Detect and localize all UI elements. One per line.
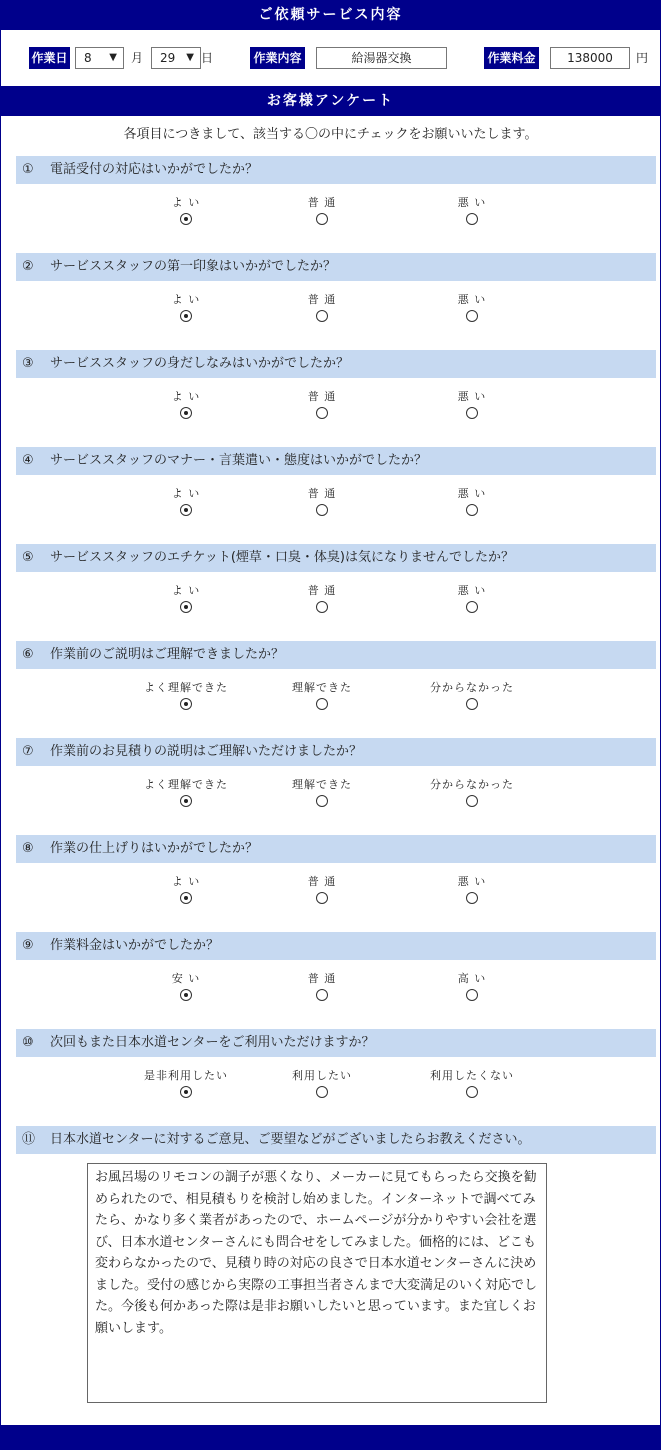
question-bar xyxy=(16,350,656,378)
question-number: ⑪ xyxy=(22,1132,36,1147)
option-label: 理解できた xyxy=(292,681,352,694)
question-bar xyxy=(16,156,656,184)
answer-option xyxy=(262,1069,382,1098)
answer-option xyxy=(126,196,246,225)
option-label: 悪 い xyxy=(457,390,487,403)
radio-button[interactable] xyxy=(316,1086,328,1098)
month-select[interactable] xyxy=(75,47,124,69)
question-number: ⑩ xyxy=(22,1035,34,1050)
question-text: サービススタッフのマナー・言葉遣い・態度はいかがでしたか？ xyxy=(50,453,428,468)
month-unit: 月 xyxy=(131,51,144,65)
radio-button[interactable] xyxy=(316,795,328,807)
radio-button[interactable] xyxy=(466,989,478,1001)
option-label: 悪 い xyxy=(457,875,487,888)
comment-textarea[interactable]: お風呂場のリモコンの調子が悪くなり、メーカーに見てもらったら交換を勧められたので、相見積もりを検討し始めました。インターネットで調べてみたら、かなり多く業者があったので、ホームページが分かりやすい会社を選び、日本水道センターさんにも問合せをしてみました。価格的には、どこも変わらなかったので、見積り時の対応の良さで日本水道センターさんに決めました。受付の感じから実際の工事担当者さんまで大変満足のいく対応でした。今後も何かあった際は是非お願いしたいと思っています。また宜しくお願いします。 xyxy=(87,1163,547,1403)
answer-option xyxy=(262,972,382,1001)
answer-option xyxy=(262,778,382,807)
option-label: 利用したくない xyxy=(430,1069,514,1082)
question-number: ① xyxy=(22,162,34,177)
option-label: よく理解できた xyxy=(144,681,228,694)
question-text: 次回もまた日本水道センターをご利用いただけますか？ xyxy=(50,1035,375,1050)
answer-option xyxy=(412,1069,532,1098)
answer-option xyxy=(262,681,382,710)
radio-button[interactable] xyxy=(316,698,328,710)
radio-button[interactable] xyxy=(180,989,192,1001)
question-text: 作業料金はいかがでしたか？ xyxy=(50,938,220,953)
answer-option xyxy=(412,875,532,904)
radio-button[interactable] xyxy=(180,213,192,225)
option-label: 分からなかった xyxy=(430,778,514,791)
survey-title: お客様アンケート xyxy=(0,86,661,116)
question-text: サービススタッフの身だしなみはいかがでしたか？ xyxy=(50,356,350,371)
answer-option xyxy=(126,972,246,1001)
question-text: サービススタッフの第一印象はいかがでしたか？ xyxy=(50,259,337,274)
option-label: 普 通 xyxy=(307,196,337,209)
radio-button[interactable] xyxy=(466,407,478,419)
radio-button[interactable] xyxy=(180,504,192,516)
question-text: 作業の仕上げりはいかがでしたか？ xyxy=(50,841,259,856)
radio-button[interactable] xyxy=(180,892,192,904)
option-label: 普 通 xyxy=(307,390,337,403)
option-label: よく理解できた xyxy=(144,778,228,791)
answer-option xyxy=(412,972,532,1001)
answer-option xyxy=(262,584,382,613)
option-label: 理解できた xyxy=(292,778,352,791)
option-label: 分からなかった xyxy=(430,681,514,694)
radio-button[interactable] xyxy=(180,310,192,322)
radio-button[interactable] xyxy=(466,310,478,322)
option-label: 利用したい xyxy=(292,1069,352,1082)
radio-button[interactable] xyxy=(180,698,192,710)
answer-option xyxy=(126,681,246,710)
answer-option xyxy=(126,390,246,419)
question-text: サービススタッフのエチケット(煙草・口臭・体臭)は気になりませんでしたか？ xyxy=(50,550,514,565)
radio-button[interactable] xyxy=(316,601,328,613)
month-value: 8 xyxy=(84,51,92,65)
radio-button[interactable] xyxy=(466,504,478,516)
radio-button[interactable] xyxy=(316,213,328,225)
question-number: ⑤ xyxy=(22,550,34,565)
option-label: 悪 い xyxy=(457,293,487,306)
option-label: 普 通 xyxy=(307,875,337,888)
option-label: よ い xyxy=(171,293,201,306)
answer-option xyxy=(412,293,532,322)
question-bar xyxy=(16,1029,656,1057)
chevron-down-icon: ▼ xyxy=(109,52,117,63)
fee-unit: 円 xyxy=(636,51,649,65)
answer-option xyxy=(262,196,382,225)
question-number: ⑥ xyxy=(22,647,34,662)
option-label: 普 通 xyxy=(307,584,337,597)
question-number: ② xyxy=(22,259,34,274)
question-bar xyxy=(16,544,656,572)
option-label: 安 い xyxy=(171,972,201,985)
radio-button[interactable] xyxy=(180,601,192,613)
answer-option xyxy=(126,293,246,322)
radio-button[interactable] xyxy=(316,989,328,1001)
option-label: 是非利用したい xyxy=(144,1069,228,1082)
question-text: 電話受付の対応はいかがでしたか？ xyxy=(50,162,259,177)
answer-option xyxy=(412,196,532,225)
survey-instruction: 各項目につきまして、該当する〇の中にチェックをお願いいたします。 xyxy=(123,127,538,142)
radio-button[interactable] xyxy=(466,601,478,613)
answer-option xyxy=(412,584,532,613)
answer-option xyxy=(262,875,382,904)
question-text: 日本水道センターに対するご意見、ご要望などがございましたらお教えください。 xyxy=(50,1132,531,1147)
day-value: 29 xyxy=(160,51,176,65)
fee-label: 作業料金 xyxy=(484,47,539,69)
question-bar xyxy=(16,932,656,960)
radio-button[interactable] xyxy=(180,1086,192,1098)
answer-option xyxy=(126,778,246,807)
answer-option xyxy=(126,1069,246,1098)
answer-option xyxy=(412,487,532,516)
option-label: 悪 い xyxy=(457,584,487,597)
option-label: よ い xyxy=(171,390,201,403)
question-bar xyxy=(16,641,656,669)
content-label: 作業内容 xyxy=(250,47,305,69)
comment-question-bar xyxy=(16,1126,656,1154)
answer-option xyxy=(126,875,246,904)
question-text: 作業前のお見積りの説明はご理解いただけましたか？ xyxy=(50,744,363,759)
option-label: よ い xyxy=(171,196,201,209)
option-label: よ い xyxy=(171,584,201,597)
content-field[interactable]: 給湯器交換 xyxy=(316,47,447,69)
option-label: 悪 い xyxy=(457,487,487,500)
option-label: よ い xyxy=(171,487,201,500)
question-bar xyxy=(16,738,656,766)
option-label: よ い xyxy=(171,875,201,888)
day-select[interactable] xyxy=(151,47,201,69)
day-unit: 日 xyxy=(201,51,214,65)
fee-field[interactable]: 138000 xyxy=(550,47,630,69)
question-number: ⑦ xyxy=(22,744,34,759)
service-info-row xyxy=(0,44,661,74)
service-title: ご依頼サービス内容 xyxy=(0,0,661,30)
chevron-down-icon: ▼ xyxy=(186,52,194,63)
radio-button[interactable] xyxy=(316,892,328,904)
answer-option xyxy=(412,390,532,419)
answer-option xyxy=(262,293,382,322)
answer-option xyxy=(126,487,246,516)
answer-option xyxy=(262,390,382,419)
answer-option xyxy=(412,681,532,710)
answer-option xyxy=(126,584,246,613)
question-number: ⑨ xyxy=(22,938,34,953)
option-label: 普 通 xyxy=(307,972,337,985)
option-label: 普 通 xyxy=(307,293,337,306)
question-bar xyxy=(16,447,656,475)
radio-button[interactable] xyxy=(466,213,478,225)
radio-button[interactable] xyxy=(466,698,478,710)
radio-button[interactable] xyxy=(466,795,478,807)
option-label: 悪 い xyxy=(457,196,487,209)
question-number: ⑧ xyxy=(22,841,34,856)
radio-button[interactable] xyxy=(316,310,328,322)
footer-bar xyxy=(0,1425,661,1450)
radio-button[interactable] xyxy=(316,407,328,419)
answer-option xyxy=(412,778,532,807)
date-label: 作業日 xyxy=(29,47,70,69)
option-label: 高 い xyxy=(457,972,487,985)
answer-option xyxy=(262,487,382,516)
radio-button[interactable] xyxy=(180,795,192,807)
radio-button[interactable] xyxy=(316,504,328,516)
option-label: 普 通 xyxy=(307,487,337,500)
question-bar xyxy=(16,835,656,863)
question-number: ③ xyxy=(22,356,34,371)
question-text: 作業前のご説明はご理解できましたか？ xyxy=(50,647,285,662)
radio-button[interactable] xyxy=(180,407,192,419)
question-number: ④ xyxy=(22,453,34,468)
radio-button[interactable] xyxy=(466,1086,478,1098)
question-bar xyxy=(16,253,656,281)
radio-button[interactable] xyxy=(466,892,478,904)
